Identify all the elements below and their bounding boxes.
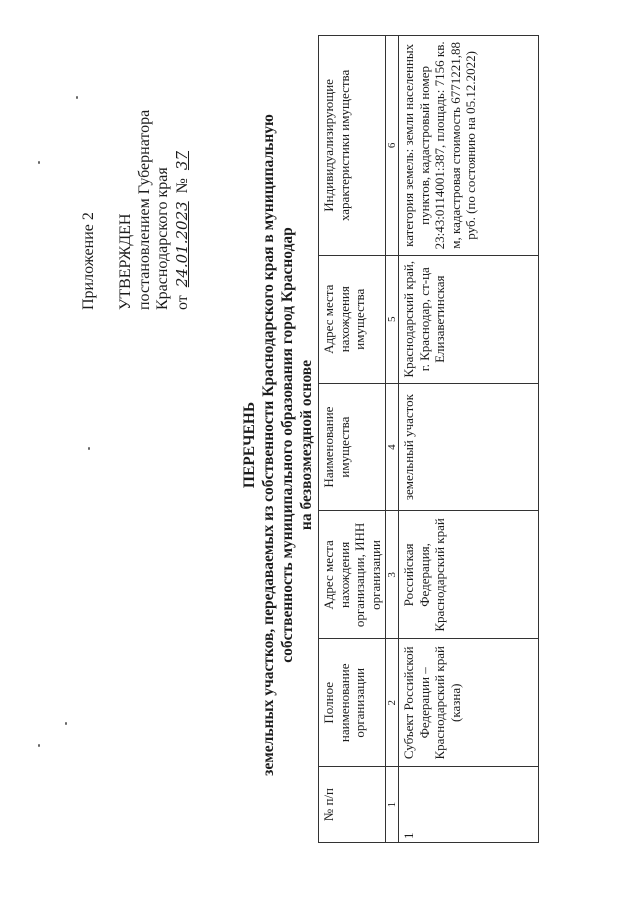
approval-date-line [173,110,193,310]
scan-speck [76,96,78,99]
header-cell: Индивидуализирующие характеристики имущества [319,36,386,256]
property-address: Краснодарский край, г. Краснодар, ст-ца Елизаветинская [399,255,539,383]
appendix-label: Приложение 2 [80,212,97,310]
scan-speck [38,161,40,164]
header-cell: Наименование имущества [319,383,386,511]
column-number: 3 [386,511,399,639]
document-heading [240,55,316,835]
column-number: 4 [386,383,399,511]
approval-title: УТВЕРЖДЕН [117,213,134,310]
approval-line-2: Краснодарского края [154,167,171,310]
date-prefix: от [173,295,191,310]
column-number: 5 [386,255,399,383]
organization-address: Российская Федерация, Краснодарский край [399,511,539,639]
property-characteristics: категория земель: земли населенных пунктов, кадастровый номер 23:43:0114001:387, площадь: 7156 кв. м, кадастровая стоимость 6771221,88 руб. (по состоянию на 05.12.2022) [399,36,539,256]
column-number: 2 [386,639,399,767]
header-cell: Адрес места нахождения имущества [319,255,386,383]
scan-speck [65,722,67,725]
scan-speck [38,744,40,747]
heading-line-2: собственность муниципального образования город Краснодар [279,227,296,663]
handwritten-date: 24.01.2023 [172,201,191,288]
header-cell: Адрес места нахождения организации, ИНН организации [319,511,386,639]
approval-block [117,110,192,310]
table-header-row [319,36,386,843]
column-number: 1 [386,767,399,843]
organization-name: Субъект Российской Федерации – Краснодарский край (казна) [399,639,539,767]
heading-line-3: на безвозмездной основе [298,359,315,531]
property-name: земельный участок [399,383,539,511]
number-sign: № [173,178,191,194]
header-cell: № п/п [319,767,386,843]
row-number: 1 [399,767,539,843]
column-number: 6 [386,36,399,256]
handwritten-number: 37 [172,150,191,171]
table-row [399,36,539,843]
approval-line-1: постановлением Губернатора [135,109,153,310]
scan-speck [88,447,90,450]
heading-title: ПЕРЕЧЕНЬ [241,401,258,489]
property-table [318,35,539,843]
header-cell: Полное наименование организации [319,639,386,767]
heading-line-1: земельных участков, передаваемых из собственности Краснодарского края в муниципальную [260,114,277,776]
column-number-row [386,36,399,843]
